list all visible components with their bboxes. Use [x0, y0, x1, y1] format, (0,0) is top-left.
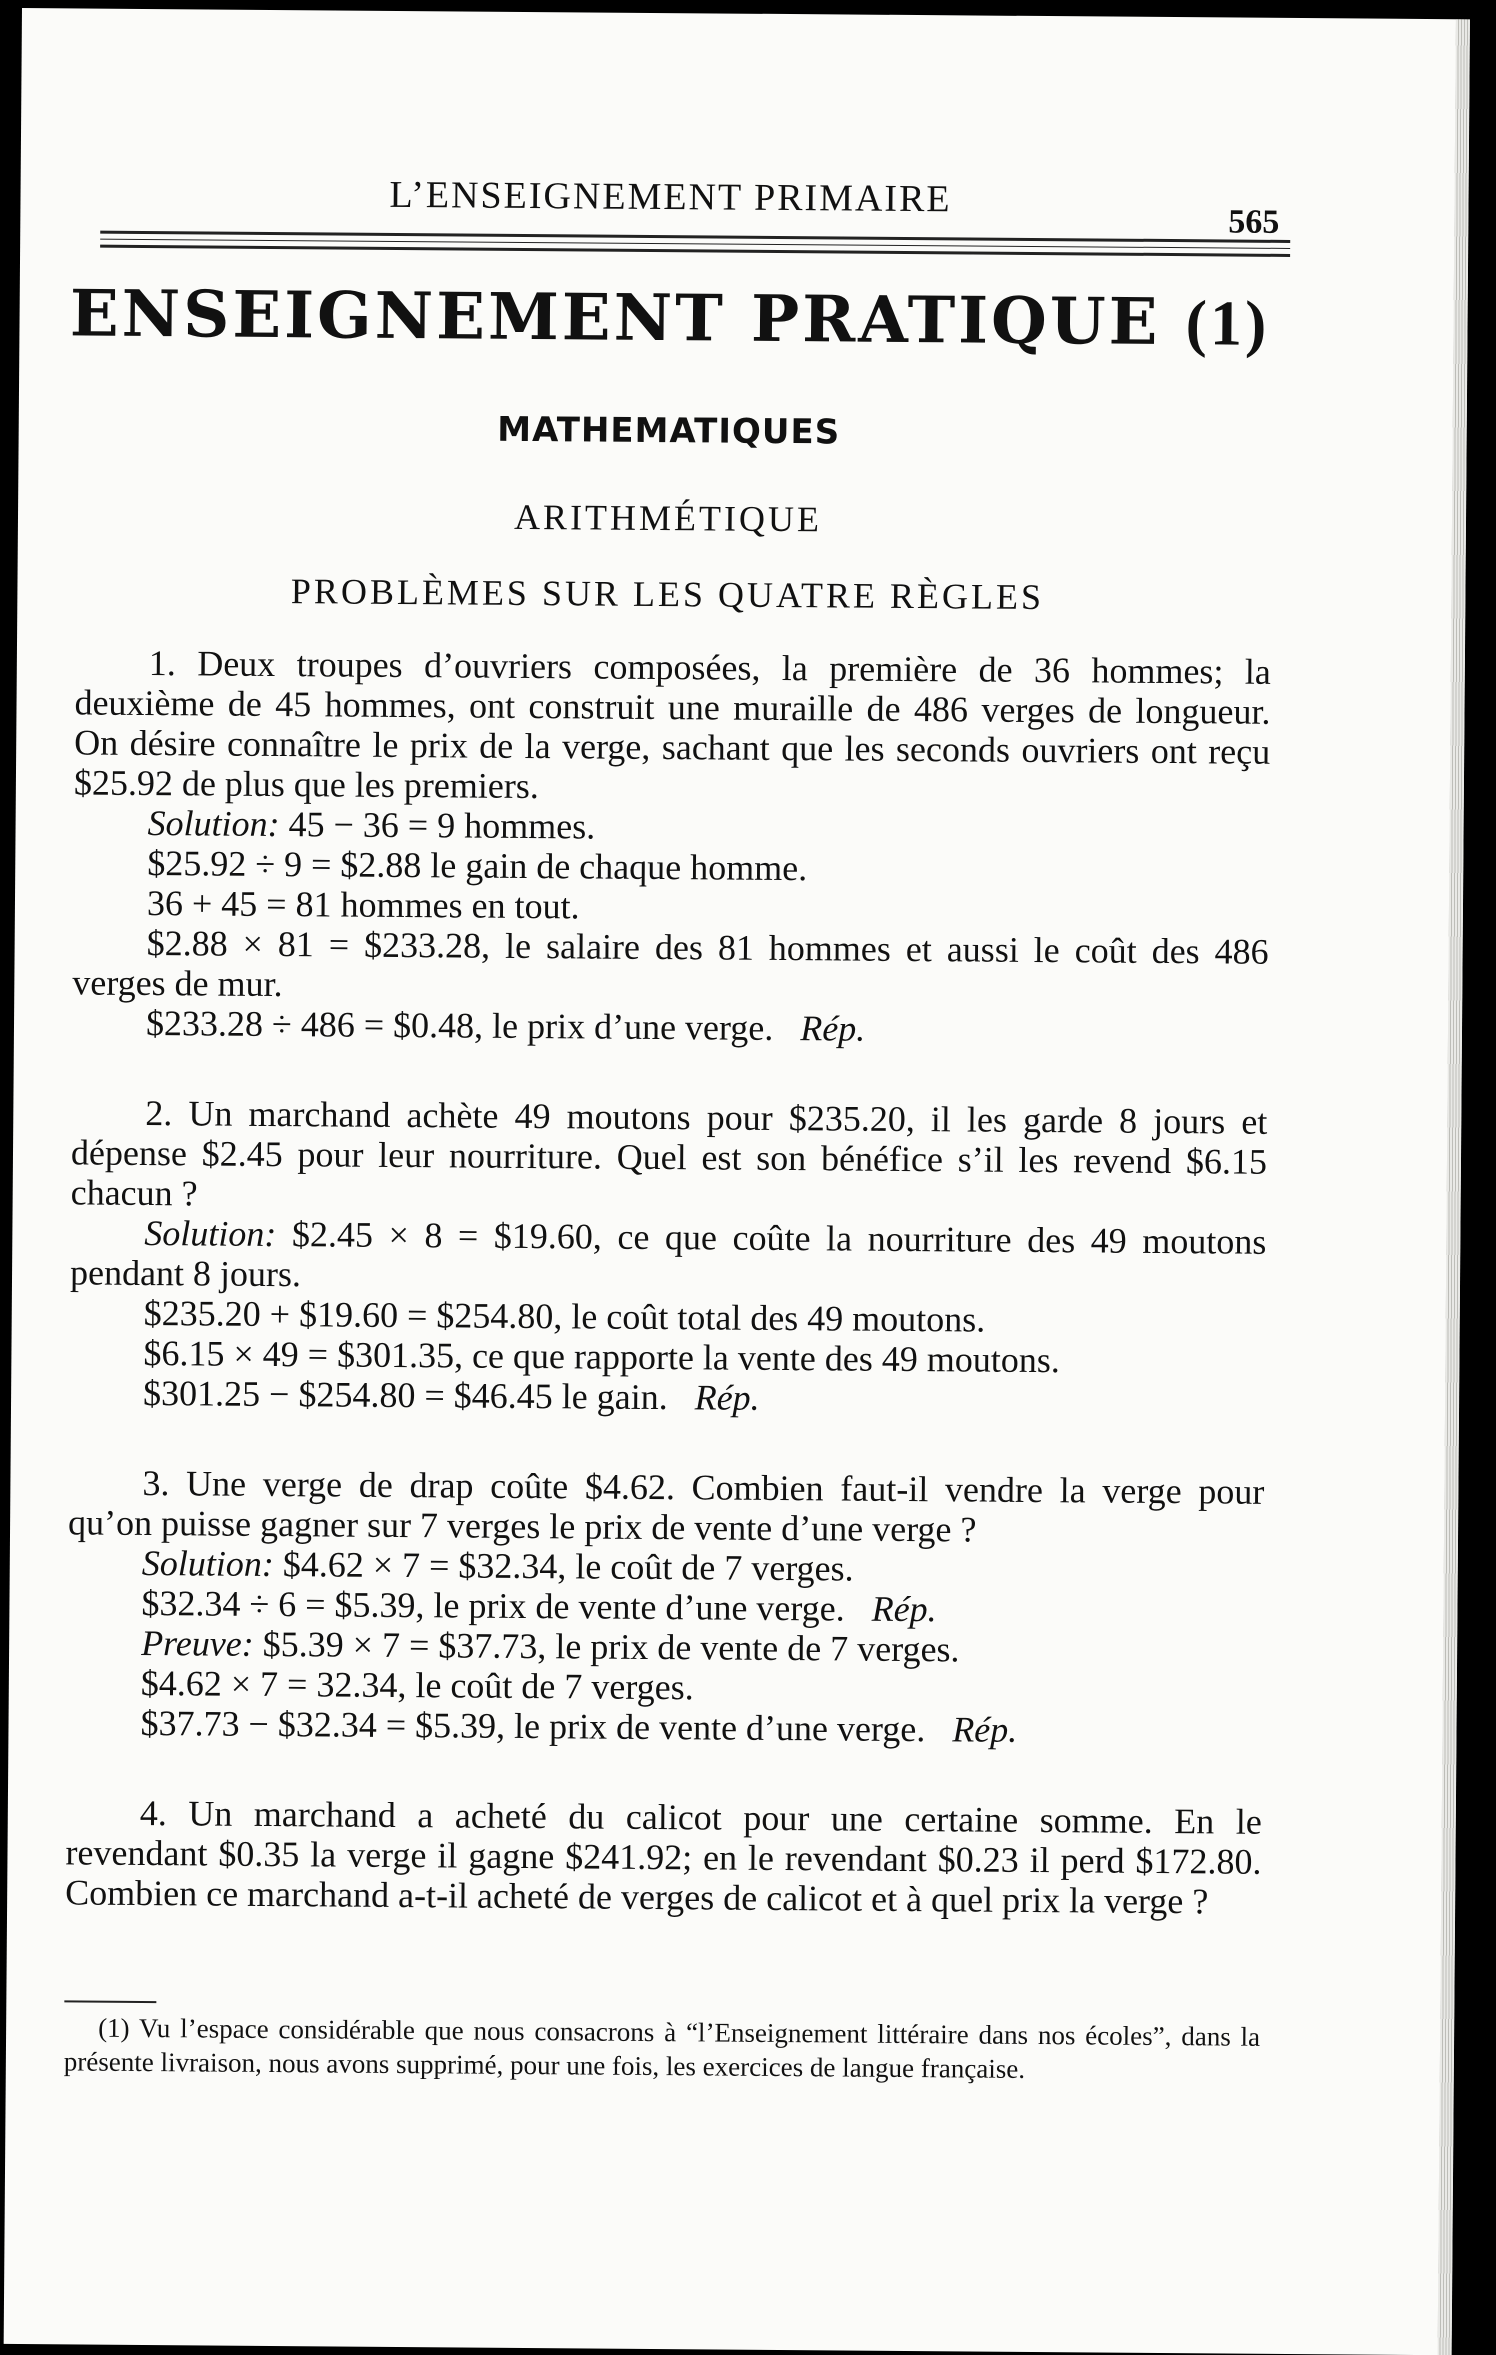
problem-statement: 1. Deux troupes d’ouvriers composées, la première de 36 hommes; la deuxième de 45 hommes, ont construit une muraille de 486 verges de longueur. On désire connaître le prix de la verge, sachant que les seconds ouvriers ont reçu $25.92 de plus que les premiers.	[73, 643, 1271, 807]
footnote	[64, 2010, 1260, 2087]
final-step-text: $301.25 − $254.80 = $46.45 le gain.	[142, 1372, 668, 1418]
problem-3	[66, 1462, 1264, 1751]
subject-heading: MATHEMATIQUES	[497, 409, 841, 453]
page-title	[19, 276, 1320, 361]
problem-statement: 2. Un marchand achète 49 moutons pour $235.20, il les garde 8 jours et dépense $2.45 pour leur nourriture. Quel est son bénéfice s’il les revend $6.15 chacun ?	[70, 1093, 1268, 1214]
running-header: L’ENSEIGNEMENT PRIMAIRE	[389, 173, 952, 221]
solution-text: $4.62 × 7 = $32.34, le coût de 7 verges.	[273, 1544, 854, 1589]
page-number: 565	[1228, 203, 1280, 241]
final-step-text: $37.73 − $32.34 = $5.39, le prix de vente d’une verge.	[140, 1702, 926, 1750]
solution-label: Solution:	[147, 803, 280, 845]
solution-step: $6.15 × 49 = $301.35, ce que rapporte la vente des 49 moutons.	[143, 1332, 1060, 1381]
solution-step: $25.92 ÷ 9 = $2.88 le gain de chaque homme.	[147, 843, 808, 889]
answer-label: Rép.	[694, 1377, 760, 1418]
solution-label: Solution:	[144, 1212, 277, 1255]
final-step	[69, 1372, 1265, 1421]
final-step-text: $233.28 ÷ 486 = $0.48, le prix d’une verge.	[145, 1003, 774, 1048]
proof-step: $4.62 × 7 = 32.34, le coût de 7 verges.	[140, 1662, 694, 1708]
footnote-reference: (1)	[1185, 287, 1270, 359]
solution-label: Solution:	[141, 1542, 274, 1585]
page-edge	[1438, 19, 1470, 2355]
answer-label: Rép.	[871, 1588, 937, 1630]
problem-2	[69, 1092, 1267, 1421]
problem-4	[65, 1792, 1262, 1921]
answer-label: Rép.	[800, 1008, 866, 1049]
proof-text: $5.39 × 7 = $37.73, le prix de vente de 7 verges.	[253, 1623, 960, 1670]
solution-text: 45 − 36 = 9 hommes.	[279, 804, 596, 847]
header-rule	[100, 231, 1290, 243]
problem-1	[72, 642, 1271, 1051]
section-heading: PROBLÈMES SUR LES QUATRE RÈGLES	[290, 571, 1045, 618]
answer-label: Rép.	[952, 1709, 1018, 1750]
problems-body	[65, 642, 1271, 1971]
title-text: ENSEIGNEMENT PRATIQUE	[69, 276, 1161, 360]
solution-step: $235.20 + $19.60 = $254.80, le coût total des 49 moutons.	[143, 1292, 986, 1340]
final-step	[72, 1002, 1268, 1051]
problem-statement: 4. Un marchand a acheté du calicot pour une certaine somme. En le revendant $0.35 la verge il gagne $241.92; en le revendant $0.23 il perd $172.80. Combien ce marchand a-t-il acheté de verges de calicot et à quel prix la verge ?	[65, 1792, 1262, 1922]
footnote-text: Vu l’espace considérable que nous consacrons à “l’Enseignement littéraire dans nos écoles”, dans la présente livraison, nous avons supprimé, pour une fois, les exercices de langue française.	[63, 2012, 1261, 2084]
final-step	[66, 1702, 1262, 1751]
solution-step: 36 + 45 = 81 hommes en tout.	[146, 883, 580, 927]
branch-heading: ARITHMÉTIQUE	[513, 496, 823, 540]
problem-statement: 3. Une verge de drap coûte $4.62. Combien faut-il vendre la verge pour qu’on puisse gagner sur 7 verges le prix de vente d’une verge ?	[67, 1462, 1265, 1550]
solution-text: $2.45 × 8 = $19.60, ce que coûte la nourriture des 49 moutons pendant 8 jours.	[69, 1214, 1267, 1295]
solution-step-text: $32.34 ÷ 6 = $5.39, le prix de vente d’une verge.	[141, 1582, 845, 1629]
footnote-marker: (1)	[98, 2012, 130, 2043]
solution-step: $2.88 × 81 = $233.28, le salaire des 81 hommes et aussi le coût des 486 verges de mur.	[72, 923, 1269, 1005]
book-page	[4, 8, 1470, 2355]
proof-label: Preuve:	[141, 1622, 254, 1664]
solution-line	[70, 1212, 1267, 1301]
footnote-rule	[64, 2000, 156, 2003]
